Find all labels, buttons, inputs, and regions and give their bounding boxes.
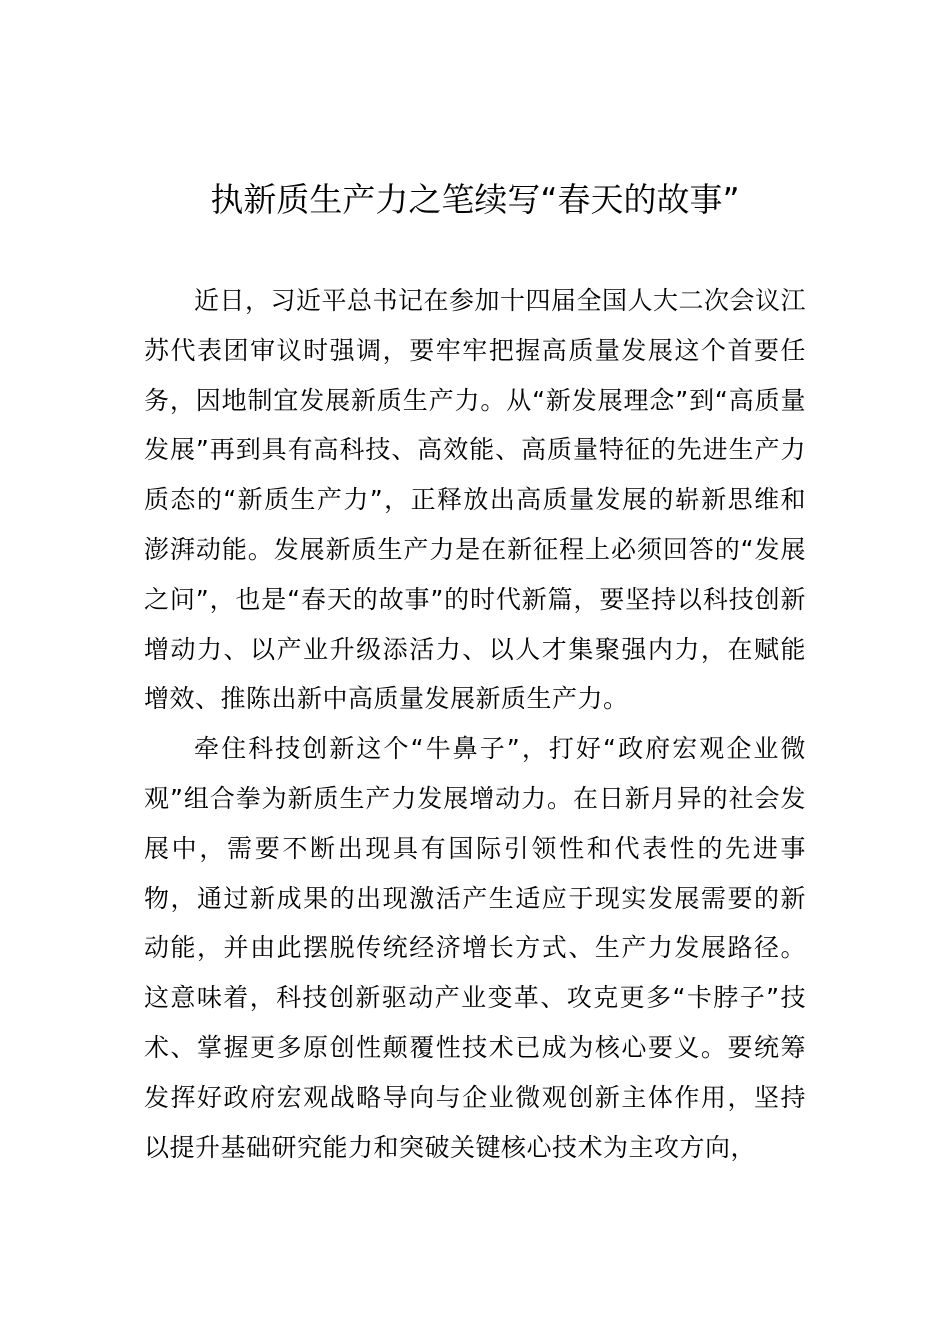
paragraph-1: 近日，习近平总书记在参加十四届全国人大二次会议江苏代表团审议时强调，要牢牢把握高质量发展这个首要任务，因地制宜发展新质生产力。从“新发展理念”到“高质量发展”再到具有高科技、高效能、高质量特征的先进生产力质态的“新质生产力”，正释放出高质量发展的崭新思维和澎湃动能。发展新质生产力是在新征程上必须回答的“发展之问”，也是“春天的故事”的时代新篇，要坚持以科技创新增动力、以产业升级添活力、以人才集聚强内力，在赋能增效、推陈出新中高质量发展新质生产力。 (144, 286, 807, 714)
document-title: 执新质生产力之笔续写“春天的故事” (210, 180, 740, 219)
document-body (144, 276, 806, 1172)
paragraph-2: 牵住科技创新这个“牛鼻子”，打好“政府宏观企业微观”组合拳为新质生产力发展增动力。在日新月异的社会发展中，需要不断出现具有国际引领性和代表性的先进事物，通过新成果的出现激活产生适应于现实发展需要的新动能，并由此摆脱传统经济增长方式、生产力发展路径。这意味着，科技创新驱动产业变革、攻克更多“卡脖子”技术、掌握更多原创性颠覆性技术已成为核心要义。要统筹发挥好政府宏观战略导向与企业微观创新主体作用，坚持以提升基础研究能力和突破关键核心技术为主攻方向， (144, 734, 806, 1162)
